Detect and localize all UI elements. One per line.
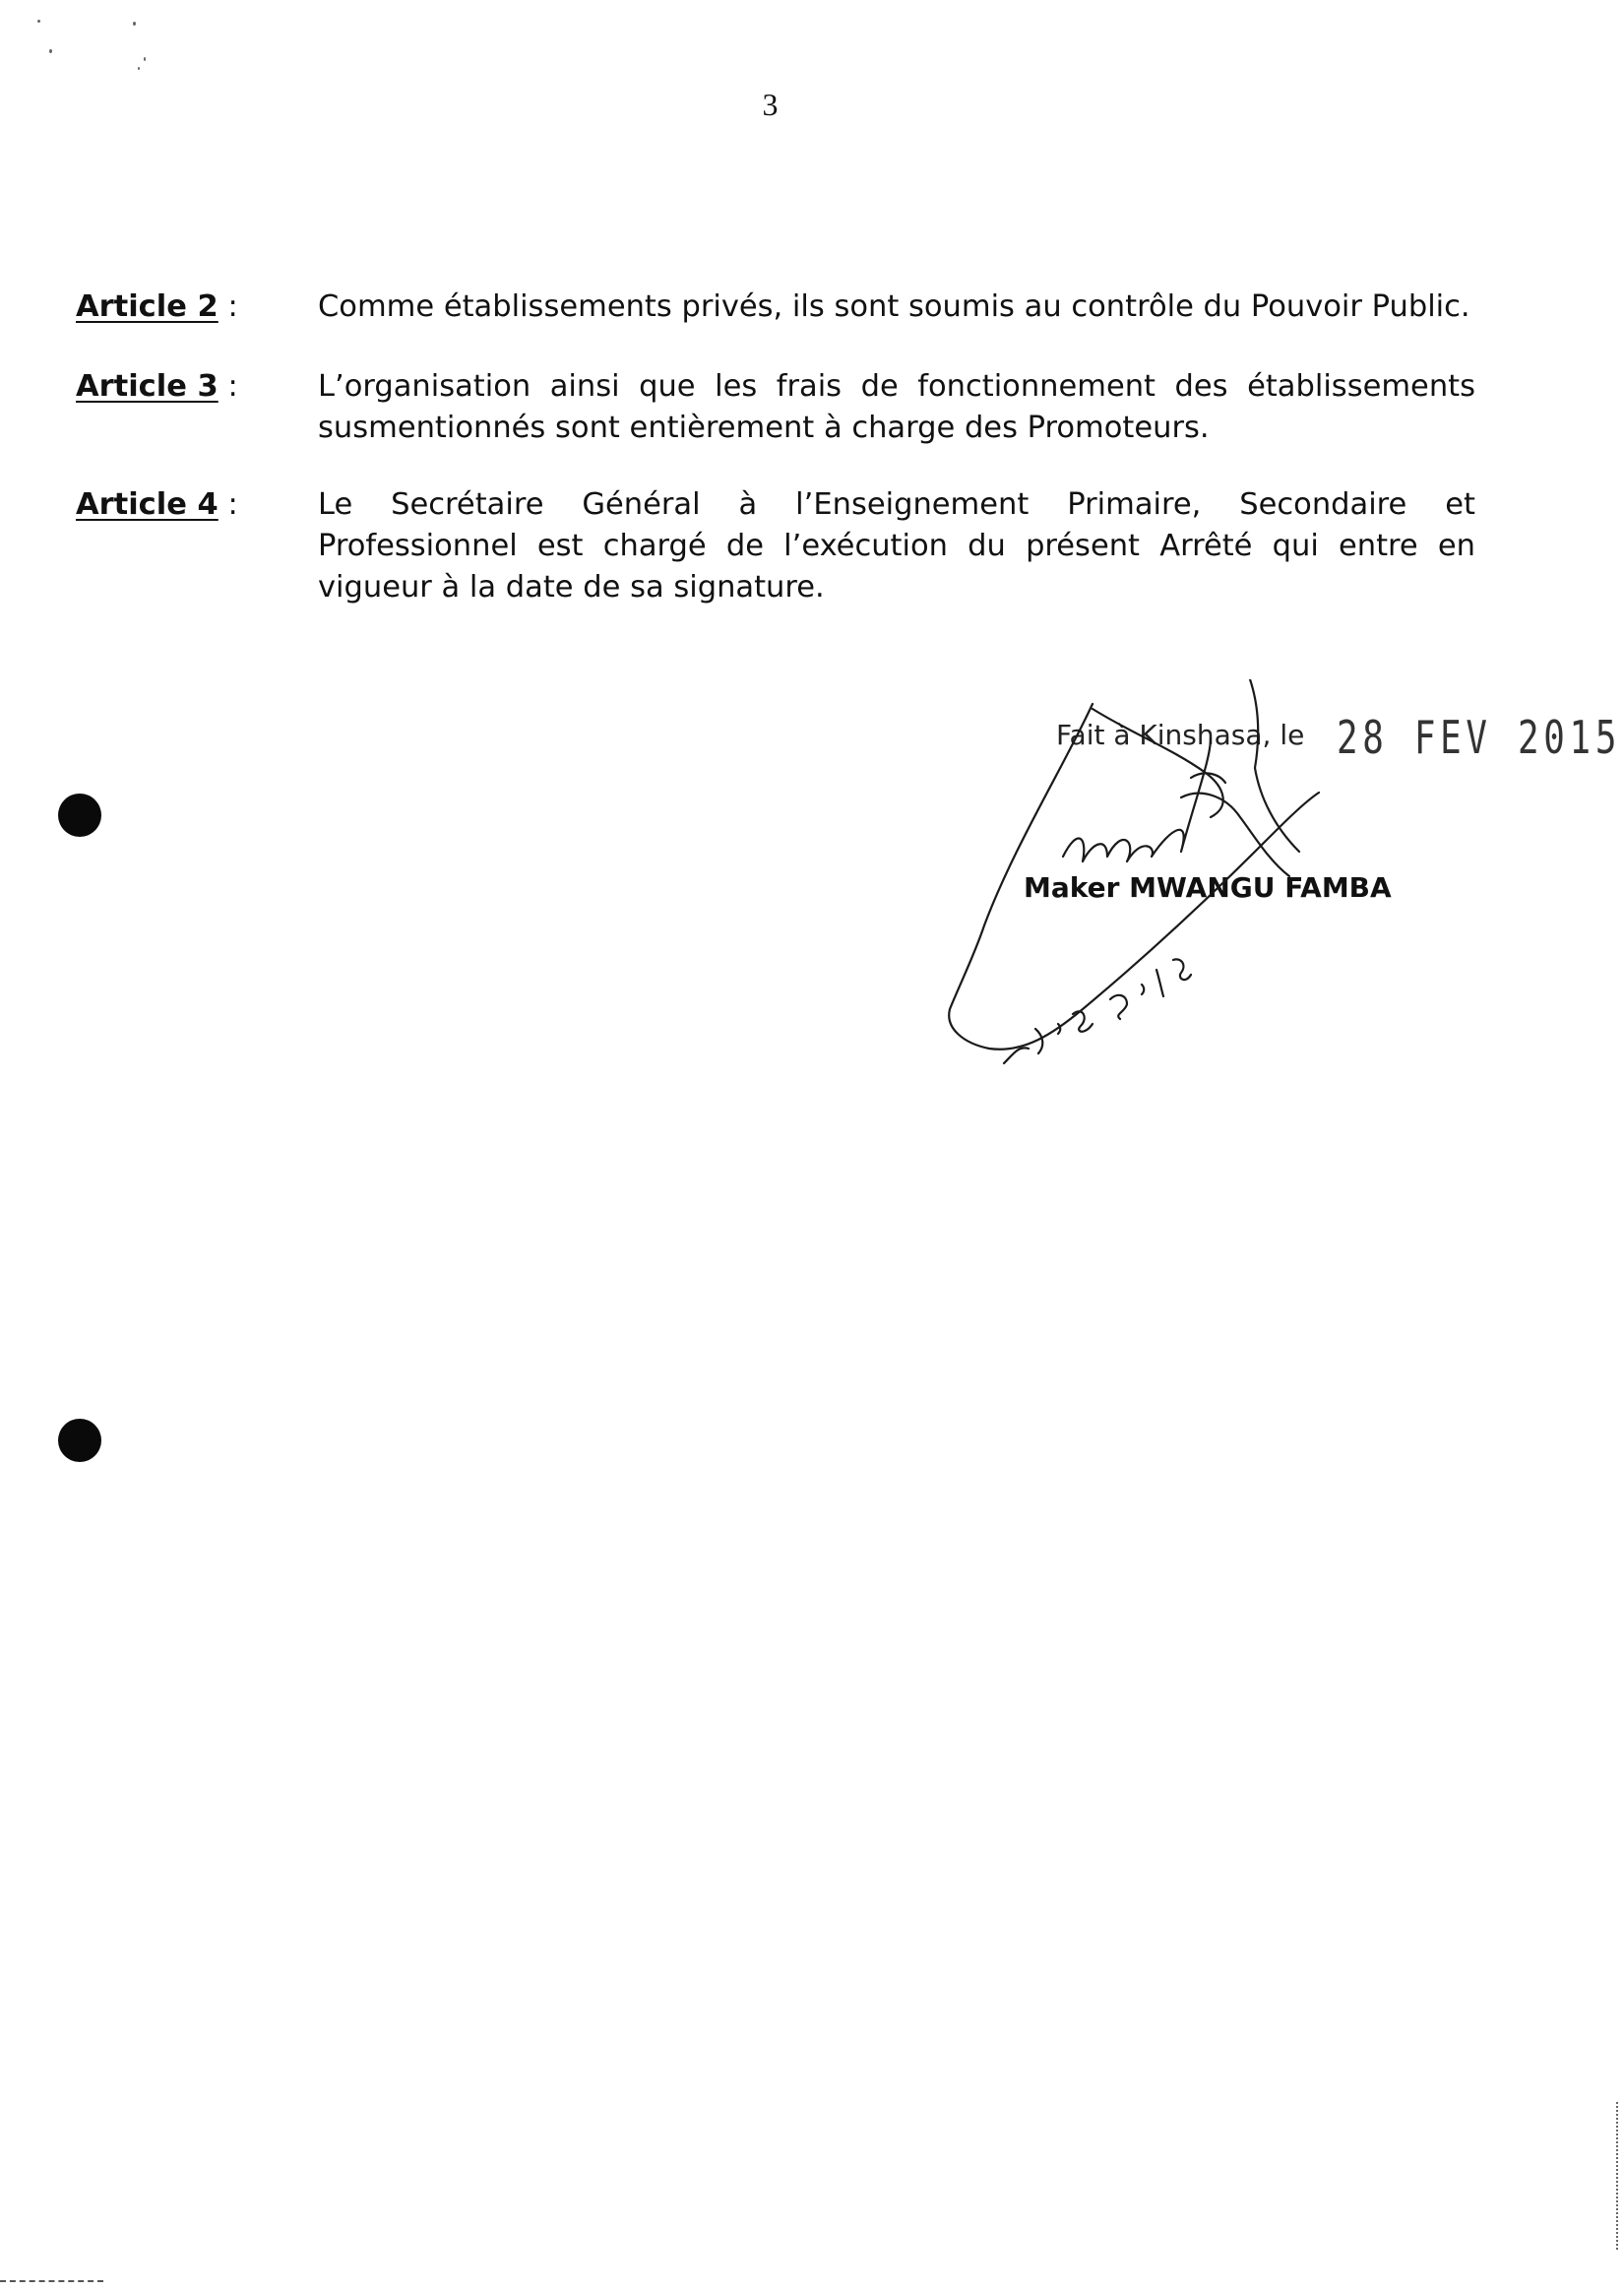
article-colon: : [218, 487, 238, 522]
scan-speck [144, 57, 146, 61]
scan-speck [49, 49, 52, 53]
date-stamp: 28 FEV 2015 [1337, 711, 1622, 764]
scan-edge-mark [0, 2280, 103, 2284]
scan-speck [133, 22, 136, 26]
article-body: Le Secrétaire Général à l’Enseignement Primaire, Secondaire et Professionnel est chargé de l’exécution du présent Arrêté qui entre en vigueur à la date de sa signature. [318, 487, 1475, 605]
signature-name-stroke [1063, 738, 1211, 861]
signatory-name: Maker MWANGU FAMBA [1024, 871, 1392, 904]
scan-speck [37, 20, 40, 23]
handwritten-date-stroke [1004, 959, 1191, 1063]
article-label [76, 484, 312, 526]
article-colon: : [218, 289, 238, 324]
article-colon: : [218, 369, 238, 404]
place-and-date: Fait à Kinshasa, le [1056, 719, 1305, 751]
article-label [76, 366, 312, 408]
article-body: L’organisation ainsi que les frais de fonctionnement des établissements susmentionnés sont entièrement à charge des Promoteurs. [318, 369, 1475, 445]
signature-tail-stroke [1250, 679, 1299, 852]
scan-speck [138, 67, 140, 70]
punch-hole [58, 794, 101, 837]
handwritten-signature [945, 679, 1378, 1073]
scan-edge-mark [1616, 2102, 1620, 2250]
article-label [76, 286, 312, 328]
article-heading: Article 2 [76, 289, 219, 324]
article-body: Comme établissements privés, ils sont soumis au contrôle du Pouvoir Public. [318, 289, 1470, 324]
punch-hole [58, 1419, 101, 1462]
page-number: 3 [762, 87, 779, 122]
signature-loop-stroke [949, 704, 1319, 1050]
signature-flourish-stroke [1093, 709, 1223, 817]
article-heading: Article 4 [76, 487, 219, 522]
article-heading: Article 3 [76, 369, 219, 404]
